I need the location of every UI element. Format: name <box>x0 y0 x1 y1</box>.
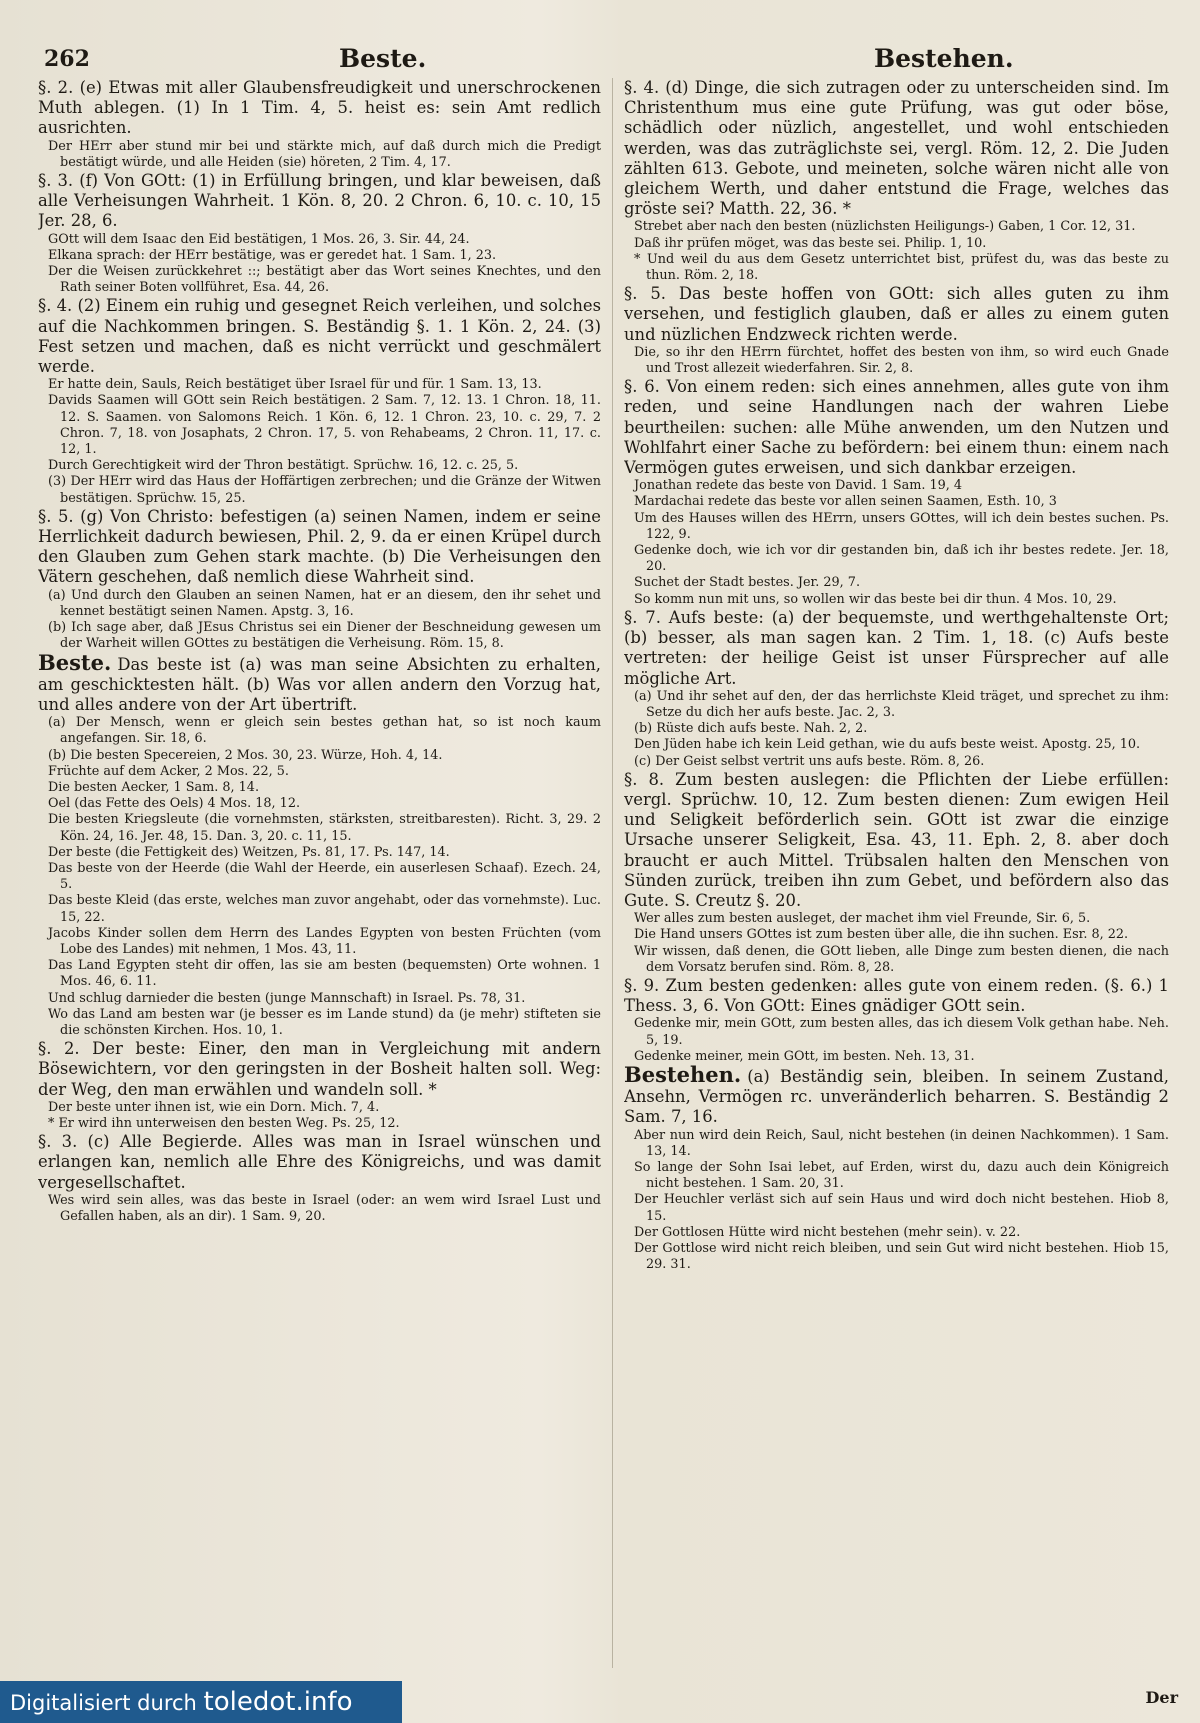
definition-paragraph: §. 9. Zum besten gedenken: alles gute von einem reden. (§. 6.) 1 Thess. 3, 6. Von GOtt: Eines gnädiger GOtt sein. <box>624 975 1169 1016</box>
scripture-citation: Davids Saamen will GOtt sein Reich bestätigen. 2 Sam. 7, 12. 13. 1 Chron. 18, 11. 12. S. Saamen. von Salomons Reich. 1 Kön. 6, 12. 1 Chron. 23, 10. c. 29, 7. 2 Chron. 7, 18. von Josaphats, 2 Chron. 17, 5. von Rehabeams, 2 Chron. 11, 17. c. 12, 1. <box>48 393 601 458</box>
scripture-citation: (b) Rüste dich aufs beste. Nah. 2, 2. <box>634 721 868 737</box>
scripture-citation: Wes wird sein alles, was das beste in Israel (oder: an wem wird Israel Lust und Gefallen haben, als an dir). 1 Sam. 9, 20. <box>48 1192 601 1224</box>
definition-paragraph: §. 8. Zum besten auslegen: die Pflichten der Liebe erfüllen: vergl. Sprüchw. 10, 12. Zum besten dienen: Zum ewigen Heil und Seligkeit beförderlich sein. GOtt ist zwar die einzige Ursache unserer Seligkeit, Esa. 43, 11. Eph. 2, 8. aber doch braucht er auch Mittel. Trübsalen halten den Menschen von Sünden zurück, treiben ihn zum Gebet, und befördern also das Gute. S. Creutz §. 20. <box>624 769 1169 910</box>
scripture-citation: Strebet aber nach den besten (nüzlichsten Heiligungs-) Gaben, 1 Cor. 12, 31. <box>634 219 1136 235</box>
scripture-citation: Die, so ihr den HErrn fürchtet, hoffet des besten von ihm, so wird euch Gnade und Trost allezeit wiederfahren. Sir. 2, 8. <box>634 344 1169 377</box>
definition-paragraph: §. 5. Das beste hoffen von GOtt: sich alles guten zu ihm versehen, und festiglich glauben, daß er alles zu einem guten und nüzlichen Endzweck richten werde. <box>624 284 1169 344</box>
column-divider <box>612 78 613 1668</box>
scripture-citation: GOtt will dem Isaac den Eid bestätigen, 1 Mos. 26, 3. Sir. 44, 24. <box>48 231 470 247</box>
scripture-citation: Das beste von der Heerde (die Wahl der Heerde, ein auserlesen Schaaf). Ezech. 24, 5. <box>48 860 601 893</box>
scripture-citation: Oel (das Fette des Oels) 4 Mos. 18, 12. <box>48 796 301 812</box>
scripture-citation: Der beste unter ihnen ist, wie ein Dorn. Mich. 7, 4. <box>48 1099 380 1115</box>
banner-site-link[interactable]: toledot.info <box>203 1687 353 1717</box>
running-head-left: Beste. <box>339 44 427 73</box>
lemma-headword: Bestehen. <box>624 1061 742 1087</box>
scripture-citation: Jacobs Kinder sollen dem Herrn des Landes Egypten von besten Früchten (vom Lobe des Landes) mit nehmen, 1 Mos. 43, 11. <box>48 925 601 957</box>
scripture-citation: Er hatte dein, Sauls, Reich bestätiget über Israel für und für. 1 Sam. 13, 13. <box>48 377 542 393</box>
page-number: 262 <box>44 46 90 72</box>
running-head-right: Bestehen. <box>874 44 1014 73</box>
scripture-citation: Gedenke meiner, mein GOtt, im besten. Neh. 13, 31. <box>634 1048 975 1064</box>
scripture-citation: Die Hand unsers GOttes ist zum besten über alle, die ihn suchen. Esr. 8, 22. <box>634 927 1129 943</box>
scripture-citation: * Und weil du aus dem Gesetz unterrichtet bist, prüfest du, was das beste zu thun. Röm. 2, 18. <box>634 251 1169 284</box>
page-header <box>44 46 1184 80</box>
scripture-citation: Der HErr aber stund mir bei und stärkte mich, auf daß durch mich die Predigt bestätigt würde, und alle Heiden (sie) höreten, 2 Tim. 4, 17. <box>48 138 601 170</box>
scripture-citation: Der beste (die Fettigkeit des) Weitzen, Ps. 81, 17. Ps. 147, 14. <box>48 844 450 860</box>
catchword: Der <box>1145 1688 1178 1707</box>
scripture-citation: Das beste Kleid (das erste, welches man zuvor angehabt, oder das vornehmste). Luc. 15, 22. <box>48 893 601 925</box>
scripture-citation: Elkana sprach: der HErr bestätige, was er geredet hat. 1 Sam. 1, 23. <box>48 247 497 263</box>
scripture-citation: Die besten Aecker, 1 Sam. 8, 14. <box>48 779 260 795</box>
definition-paragraph: §. 7. Aufs beste: (a) der bequemste, und werthgehaltenste Ort; (b) besser, als man sagen kan. 2 Tim. 1, 18. (c) Aufs beste vertreten: der heilige Geist ist unser Fürsprecher auf alle mögliche Art. <box>624 607 1169 688</box>
definition-paragraph: §. 6. Von einem reden: sich eines annehmen, alles gute von ihm reden, und seine Handlungen nach der wahren Liebe beurtheilen: suchen: alle Mühe anwenden, um den Nutzen und Wohlfahrt einer Sache zu befördern: bei einem thun: einem nach Vermögen gutes erweisen, und sich dankbar erzeigen. <box>624 377 1169 478</box>
scripture-citation: So komm nun mit uns, so wollen wir das beste bei dir thun. 4 Mos. 10, 29. <box>634 591 1117 607</box>
left-column <box>38 78 601 1678</box>
scripture-citation: * Er wird ihn unterweisen den besten Weg. Ps. 25, 12. <box>48 1115 400 1131</box>
right-column <box>624 78 1169 1678</box>
scripture-citation: Das Land Egypten steht dir offen, las sie am besten (bequemsten) Orte wohnen. 1 Mos. 46, 6. 11. <box>48 958 601 990</box>
scripture-citation: (b) Ich sage aber, daß JEsus Christus sei ein Diener der Beschneidung gewesen um der Warheit willen GOttes zu bestätigen die Verheisung. Röm. 15, 8. <box>48 620 601 652</box>
scripture-citation: (a) Und ihr sehet auf den, der das herrlichste Kleid träget, und sprechet zu ihm: Setze du dich her aufs beste. Jac. 2, 3. <box>634 688 1169 720</box>
definition-paragraph: §. 3. (f) Von GOtt: (1) in Erfüllung bringen, und klar beweisen, daß alle Verheisungen Wahrheit. 1 Kön. 8, 20. 2 Chron. 6, 10. c. 10, 15 Jer. 28, 6. <box>38 171 601 231</box>
scripture-citation: Der Gottlose wird nicht reich bleiben, und sein Gut wird nicht bestehen. Hiob 15, 29. 31. <box>634 1241 1169 1273</box>
scripture-citation: Früchte auf dem Acker, 2 Mos. 22, 5. <box>48 763 290 779</box>
lemma-definition: Das beste ist (a) was man seine Absichten zu erhalten, am geschicktesten hält. (b) Was vor allen andern den Vorzug hat, und alles andere von der Art übertrift. <box>38 654 601 714</box>
scripture-citation: Um des Hauses willen des HErrn, unsers GOttes, will ich dein bestes suchen. Ps. 122, 9. <box>634 510 1169 542</box>
scripture-citation: Der Heuchler verläst sich auf sein Haus und wird doch nicht bestehen. Hiob 8, 15. <box>634 1192 1169 1224</box>
scripture-citation: Daß ihr prüfen möget, was das beste sei. Philip. 1, 10. <box>634 235 987 251</box>
lemma-entry <box>38 649 601 716</box>
scripture-citation: Aber nun wird dein Reich, Saul, nicht bestehen (in deinen Nachkommen). 1 Sam. 13, 14. <box>634 1127 1169 1159</box>
scripture-citation: Der Gottlosen Hütte wird nicht bestehen (mehr sein). v. 22. <box>634 1224 1021 1240</box>
scripture-citation: Gedenke mir, mein GOtt, zum besten alles, das ich diesem Volk gethan habe. Neh. 5, 19. <box>634 1016 1169 1048</box>
scripture-citation: Den Jüden habe ich kein Leid gethan, wie du aufs beste weist. Apostg. 25, 10. <box>634 737 1141 753</box>
lemma-definition: (a) Beständig sein, bleiben. In seinem Zustand, Ansehn, Vermögen rc. unveränderlich beharren. S. Beständig 2 Sam. 7, 16. <box>624 1066 1169 1127</box>
scripture-citation: (b) Die besten Specereien, 2 Mos. 30, 23. Würze, Hoh. 4, 14. <box>48 747 443 763</box>
lemma-headword: Beste. <box>38 649 112 675</box>
scripture-citation: Mardachai redete das beste vor allen seinen Saamen, Esth. 10, 3 <box>634 494 1057 510</box>
scripture-citation: (c) Der Geist selbst vertrit uns aufs beste. Röm. 8, 26. <box>634 753 985 769</box>
scripture-citation: Wir wissen, daß denen, die GOtt lieben, alle Dinge zum besten dienen, die nach dem Vorsatz berufen sind. Röm. 8, 28. <box>634 943 1169 975</box>
scripture-citation: Wer alles zum besten ausleget, der machet ihm viel Freunde, Sir. 6, 5. <box>634 911 1091 927</box>
scripture-citation: (a) Der Mensch, wenn er gleich sein bestes gethan hat, so ist noch kaum angefangen. Sir. 18, 6. <box>48 715 601 747</box>
scripture-citation: (a) Und durch den Glauben an seinen Namen, hat er an diesem, den ihr sehet und kennet bestätigt seinen Namen. Apstg. 3, 16. <box>48 587 601 619</box>
definition-paragraph: §. 3. (c) Alle Begierde. Alles was man in Israel wünschen und erlangen kan, nemlich alle Ehre des Königreichs, und was damit vergesellschaftet. <box>38 1132 601 1192</box>
scripture-citation: Suchet der Stadt bestes. Jer. 29, 7. <box>634 575 861 591</box>
banner-prefix: Digitalisiert durch <box>10 1691 204 1715</box>
definition-paragraph: §. 5. (g) Von Christo: befestigen (a) seinen Namen, indem er seine Herrlichkeit dadurch bewiesen, Phil. 2, 9. da er einen Krüpel durch den Glauben zum Gehen stark machte. (b) Die Verheisungen den Vätern geschehen, daß nemlich diese Wahrheit sind. <box>38 506 601 587</box>
scripture-citation: (3) Der HErr wird das Haus der Hoffärtigen zerbrechen; und die Gränze der Witwen bestätigen. Sprüchw. 15, 25. <box>48 474 601 506</box>
definition-paragraph: §. 2. Der beste: Einer, den man in Vergleichung mit andern Bösewichtern, vor den geringsten in der Bosheit halten soll. Weg: der Weg, den man erwählen und wandeln soll. * <box>38 1039 601 1099</box>
definition-paragraph: §. 4. (d) Dinge, die sich zutragen oder zu unterscheiden sind. Im Christenthum mus eine gute Prüfung, was gut oder böse, schädlich oder nüzlich, angestellet, und wohl entschieden werden, was das zuträglichste sei, vergl. Röm. 12, 2. Die Juden zählten 613. Gebote, und meineten, solche wären nicht alle von gleichem Werth, und daher entstund die Frage, welches das gröste sei? Matth. 22, 36. * <box>624 78 1169 219</box>
definition-paragraph: §. 4. (2) Einem ein ruhig und gesegnet Reich verleihen, und solches auf die Nachkommen bringen. S. Beständig §. 1. 1 Kön. 2, 24. (3) Fest setzen und machen, daß es nicht verrückt und geschmälert werde. <box>38 296 601 377</box>
scripture-citation: So lange der Sohn Isai lebet, auf Erden, wirst du, dazu auch dein Königreich nicht bestehen. 1 Sam. 20, 31. <box>634 1159 1169 1192</box>
scripture-citation: Die besten Kriegsleute (die vornehmsten, stärksten, streitbaresten). Richt. 3, 29. 2 Kön. 24, 16. Jer. 48, 15. Dan. 3, 20. c. 11, 15. <box>48 812 601 844</box>
scripture-citation: Gedenke doch, wie ich vor dir gestanden bin, daß ich ihr bestes redete. Jer. 18, 20. <box>634 543 1169 575</box>
scripture-citation: Wo das Land am besten war (je besser es im Lande stund) da (je mehr) stifteten sie die schönsten Kirchen. Hos. 10, 1. <box>48 1006 601 1038</box>
scripture-citation: Und schlug darnieder die besten (junge Mannschaft) in Israel. Ps. 78, 31. <box>48 990 526 1006</box>
digitization-banner[interactable] <box>0 1681 402 1723</box>
scripture-citation: Jonathan redete das beste von David. 1 Sam. 19, 4 <box>634 478 963 494</box>
scripture-citation: Der die Weisen zurückkehret ::; bestätigt aber das Wort seines Knechtes, und den Rath seiner Boten vollführet, Esa. 44, 26. <box>48 264 601 296</box>
definition-paragraph: §. 2. (e) Etwas mit aller Glaubensfreudigkeit und unerschrockenen Muth ablegen. (1) In 1 Tim. 4, 5. heist es: sein Amt redlich ausrichten. <box>38 78 601 138</box>
scripture-citation: Durch Gerechtigkeit wird der Thron bestätigt. Sprüchw. 16, 12. c. 25, 5. <box>48 458 519 474</box>
lemma-entry <box>624 1061 1169 1128</box>
